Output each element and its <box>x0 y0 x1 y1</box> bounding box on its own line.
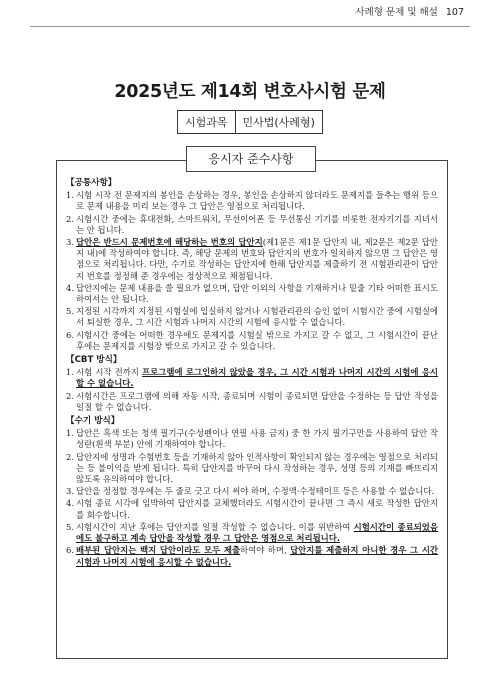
item-text: 시험시간이 지난 후에는 답안지를 일절 작성할 수 없습니다. 이를 위반하여 <box>76 521 354 532</box>
list-item <box>66 391 438 413</box>
item-text: 시험시간 중에는 휴대전화, 스마트워치, 무선이어폰 등 무선통신 기기를 비롯한 전자기기를 지녀서는 안 됩니다. <box>76 213 438 235</box>
exam-title: 2025년도 제14회 변호사시험 문제 <box>114 82 386 102</box>
item-number: 5. <box>66 306 74 317</box>
header-section: 사례형 문제 및 해설 <box>355 7 438 18</box>
item-emphasis: 프로그램에 로그인하지 않았을 경우, 그 시간 시험과 나머지 시간의 시험에 응시할 수 없습니다. <box>76 367 438 389</box>
item-text: 시험시간은 프로그램에 의해 자동 시작, 종료되며 시험이 종료되면 답안을 수정하는 등 답안 작성을 일절 할 수 없습니다. <box>76 390 438 412</box>
item-number: 1. <box>66 428 74 439</box>
item-text: 답안은 흑색 또는 청색 필기구(수성펜이나 연필 사용 금지) 중 한 가지 필기구만을 사용하여 답안 작성란(흰색 부분) 안에 기재하여야 합니다. <box>76 428 438 450</box>
item-text: 하여야 하며, <box>240 545 291 556</box>
item-number: 1. <box>66 190 74 201</box>
item-text: (제1문은 제1문 답안지 내, 제2문은 제2문 답안지 내)에 작성하여야 합니다. 즉, 해당 문제의 번호와 답안지의 번호가 일치하지 않으면 그 답안은 영점으로 처리됩니다. 다만, 수기로 작성하는 답안지에 한해 답안지를 제출하기 전 시험관리관이 답안지 번호를 정정해 준 경우에는 정상적으로 채점됩니다. <box>76 237 438 281</box>
section-heading-common: 【공통사항】 <box>66 178 117 188</box>
item-number: 4. <box>66 498 74 509</box>
list-item <box>66 545 438 567</box>
item-number: 3. <box>66 486 74 497</box>
item-number: 2. <box>66 213 74 224</box>
list-item <box>66 214 438 236</box>
item-emphasis: 배부된 답안지는 백지 답안이라도 모두 제출 <box>76 545 241 556</box>
section-heading-manual: 【수기 방식】 <box>66 416 120 427</box>
item-emphasis: 답안은 반드시 문제번호에 해당하는 번호의 답안지 <box>76 237 263 248</box>
item-text: 답안지에 성명과 수험번호 등을 기재하지 않아 인적사항이 확인되지 않는 경우에는 영점으로 처리되는 등 불이익을 받게 됩니다. 특히 답안지를 바꾸어 다시 작성하는 경우, 성명 등의 기재를 빠뜨리지 않도록 유의하여야 합니다. <box>76 451 438 485</box>
header-rule <box>30 26 470 27</box>
subject-value: 민사법(사례형) <box>242 116 315 129</box>
item-text: 답안을 정정할 경우에는 두 줄로 긋고 다시 써야 하며, 수정액·수정테이프 등은 사용할 수 없습니다. <box>76 486 435 497</box>
item-number: 2. <box>66 451 74 462</box>
item-emphasis: 답안지를 제출하지 아니한 경우 그 시간 시험과 나머지 시험에 응시할 수 없습니다. <box>76 545 439 567</box>
item-text: 지정된 시각까지 지정된 시험실에 입실하지 않거나 시험관리관의 승인 없이 시험시간 중에 시험실에서 퇴실한 경우, 그 시간 시험과 나머지 시간의 시험에 응시할 수 없습니다. <box>76 306 438 328</box>
item-number: 6. <box>66 329 74 340</box>
list-item <box>66 237 438 282</box>
item-number: 5. <box>66 521 74 532</box>
subject-box <box>177 110 323 134</box>
subject-label: 시험과목 <box>178 111 236 133</box>
list-item <box>66 306 438 328</box>
item-number: 1. <box>66 367 74 378</box>
item-text: 시험 시작 전 문제지의 봉인을 손상하는 경우, 봉인을 손상하지 않더라도 문제지를 들추는 행위 등으로 문제 내용을 미리 보는 경우 그 답안은 영점으로 처리됩니다. <box>76 190 438 212</box>
section-heading-cbt: 【CBT 방식】 <box>66 355 122 366</box>
list-item <box>66 452 438 486</box>
item-number: 3. <box>66 237 74 248</box>
page-number: 107 <box>445 7 464 18</box>
list-item <box>66 190 438 212</box>
list-item <box>66 486 438 497</box>
list-item <box>66 498 438 520</box>
list-item <box>66 367 438 389</box>
item-number: 2. <box>66 390 74 401</box>
item-text: 시험 종료 시각에 임박하여 답안지를 교체했더라도 시험시간이 끝나면 그 즉시 새로 작성한 답안지를 회수합니다. <box>76 498 438 520</box>
item-text: 시험 시작 전까지 <box>76 367 143 378</box>
item-text: 답안지에는 문제 내용을 쓸 필요가 없으며, 답안 이외의 사항을 기재하거나 밑줄 기타 어떠한 표시도 하여서는 안 됩니다. <box>76 282 438 305</box>
list-item <box>66 330 438 352</box>
item-number: 4. <box>66 282 74 293</box>
list-item <box>66 522 438 544</box>
running-header <box>355 4 464 18</box>
item-number: 6. <box>66 545 74 556</box>
list-item <box>66 283 438 305</box>
list-item <box>66 428 438 450</box>
item-emphasis: 시험시간이 종료되었음에도 불구하고 계속 답안을 작성할 경우 그 답안은 영점으로 처리됩니다. <box>76 521 438 544</box>
item-text: 시험시간 중에는 어떠한 경우에도 문제지를 시험실 밖으로 가지고 갈 수 없고, 그 시험시간이 끝난 후에는 문제지를 시험장 밖으로 가지고 갈 수 있습니다. <box>76 329 438 351</box>
notice-content <box>66 175 438 569</box>
notice-title: 응시자 준수사항 <box>186 146 316 172</box>
